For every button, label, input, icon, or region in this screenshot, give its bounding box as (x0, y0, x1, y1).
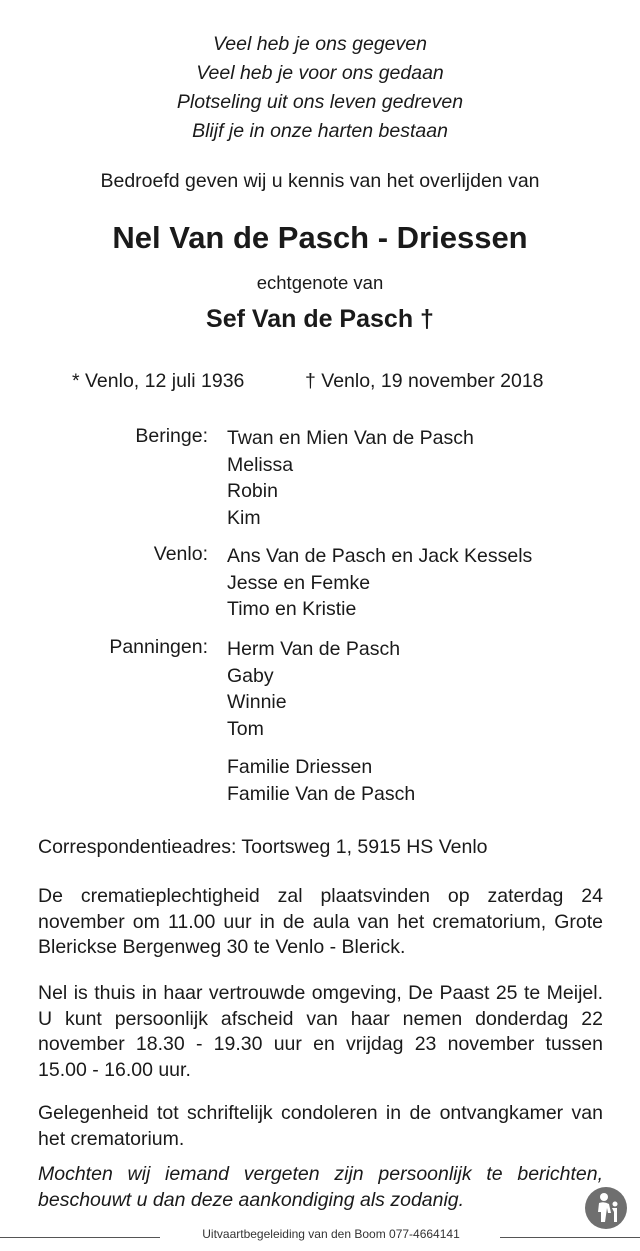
family-member: Tom (227, 717, 264, 740)
deceased-name: Nel Van de Pasch - Driessen (112, 220, 528, 255)
visitation-paragraph: Nel is thuis in haar vertrouwde omgeving, De Paast 25 te Meijel. U kunt persoonlijk afscheid van haar nemen donderdag 22 november 18.30 - 19.30 uur en vrijdag 23 november tussen 15.00 - 16.00 uur. (38, 982, 603, 1081)
poem-line: Veel heb je voor ons gedaan (196, 62, 444, 84)
family-location-panningen: Panningen: (109, 636, 208, 658)
family-member: Twan en Mien Van de Pasch (227, 427, 474, 449)
death-date: † Venlo, 19 november 2018 (305, 370, 544, 392)
funeral-director-logo-icon (584, 1186, 628, 1230)
family-member: Robin (227, 480, 278, 502)
family-list-panningen (227, 636, 400, 742)
poem-line: Plotseling uit ons leven gedreven (176, 91, 464, 113)
spouse-name: Sef Van de Pasch † (206, 305, 434, 333)
family-list-beringe (227, 425, 474, 531)
family-member: Ans Van de Pasch en Jack Kessels (227, 545, 533, 567)
footer-credit: Uitvaartbegeleiding van den Boom 077-4664141 (202, 1227, 460, 1241)
footer-divider-left (0, 1237, 160, 1238)
footer-divider-right (500, 1237, 640, 1238)
family-location-venlo: Venlo: (153, 543, 208, 565)
family-member: Winnie (227, 691, 287, 713)
closing-paragraph: Mochten wij iemand vergeten zijn persoonlijk te berichten, beschouwt u dan deze aankondiging als zodanig. (38, 1163, 603, 1211)
family-member: Familie Driessen (227, 756, 373, 778)
family-member: Gaby (227, 664, 274, 687)
spouse-label: echtgenote van (256, 272, 384, 293)
family-member: Timo en Kristie (227, 598, 357, 620)
correspondence-address: Correspondentieadres: Toortsweg 1, 5915 HS Venlo (38, 836, 488, 858)
family-list-other (227, 754, 415, 807)
birth-date: * Venlo, 12 juli 1936 (72, 370, 245, 392)
poem-line: Veel heb je ons gegeven (213, 33, 427, 55)
family-location-beringe: Beringe: (135, 425, 208, 447)
family-list-venlo (227, 543, 532, 623)
family-member: Herm Van de Pasch (227, 638, 401, 660)
family-member: Familie Van de Pasch (227, 782, 416, 805)
family-member: Melissa (227, 453, 294, 476)
family-member: Kim (227, 506, 261, 529)
condolence-paragraph: Gelegenheid tot schriftelijk condoleren in de ontvangkamer van het crematorium. (38, 1102, 603, 1150)
poem (0, 30, 640, 146)
family-member: Jesse en Femke (227, 571, 371, 594)
poem-line: Blijf je in onze harten bestaan (192, 120, 448, 142)
ceremony-paragraph: De crematieplechtigheid zal plaatsvinden op zaterdag 24 november om 11.00 uur in de aula van het crematorium, Grote Blerickse Bergenweg 30 te Venlo - Blerick. (38, 885, 603, 958)
intro-text: Bedroefd geven wij u kennis van het overlijden van (100, 170, 540, 192)
